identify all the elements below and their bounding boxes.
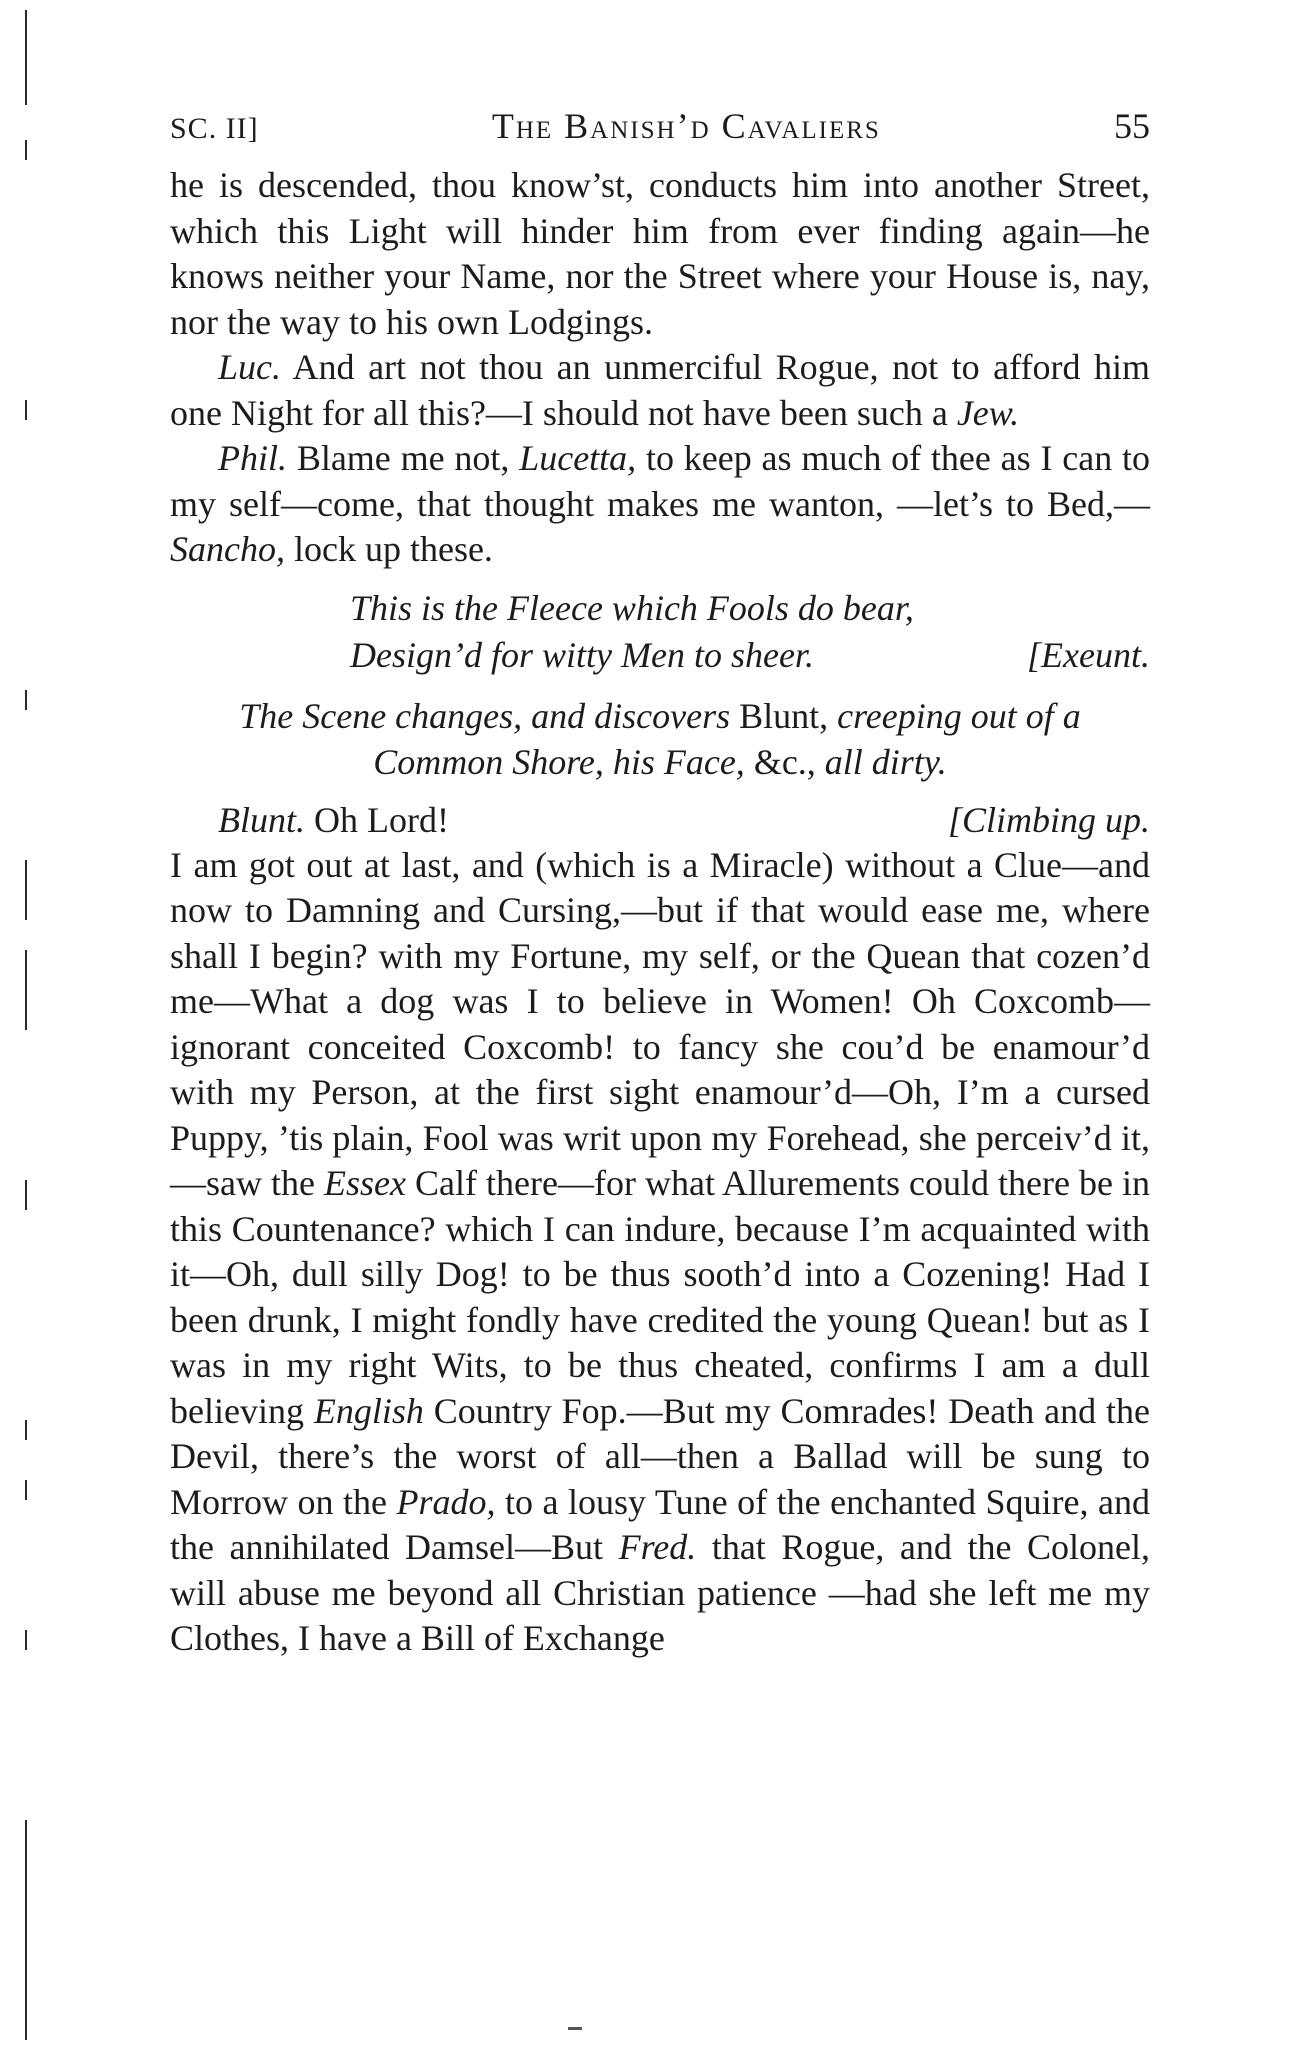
body-text [170,163,1150,1662]
gutter-mark [25,1420,27,1440]
paragraph-text: that Rogue, and the Colonel, will abuse me beyond all Christian patience —had she left me my Clothes, I have a Bill of Exchange [170,1527,1150,1658]
italic-word: Lucetta, [519,438,637,478]
italic-word: Fred. [618,1527,697,1567]
paragraph-text: to keep as much of thee as I can to my self—come, that thought makes me wanton, —let’s to Bed,— [170,438,1151,524]
book-page [170,105,1150,1662]
book-title: The Banish’d Cavaliers [491,106,881,146]
gutter-mark [25,10,27,105]
running-head [170,105,1150,163]
character-name: Blunt, [739,695,829,736]
italic-word: Sancho, [170,529,285,569]
verse-line: Design’d for witty Men to sheer. [350,634,814,675]
exit-direction: [Exeunt. [1027,634,1150,675]
stage-text: all dirty. [824,741,947,782]
blunt-speech-head [170,797,1150,843]
paragraph-continued [170,163,1150,345]
verse-couplet [350,585,1150,679]
paragraph-text: to a lousy Tune of the enchanted Squire, and the annihilated Damsel—But [170,1481,1151,1567]
italic-word: English [313,1390,424,1431]
paragraph-text: Calf there—for what Allurements could there be in this Countenance? which I can indure, because I’m acquainted with it—Oh, dull silly Dog! to be thus sooth’d into a Cozening! Had I been drunk, I might fondly have credited the young Quean! but as I was in my right Wits, to be thus cheated, confirms I am a dull believing [170,1163,1151,1431]
stage-text: creeping out of a Common Shore, his Face, [373,695,1081,782]
paragraph-text: he is descended, thou know’st, conducts him into another Street, which this Light will hinder him from ever finding again—he knows neither your Name, nor the Street where your House is, nay, nor the way to his own Lodgings. [170,165,1150,342]
gutter-mark [25,950,27,1030]
gutter-mark [25,140,27,160]
italic-word: Prado, [396,1481,496,1522]
scene-marker: SC. II] [170,112,259,145]
gutter-mark [25,1820,27,2040]
exclamation: Oh Lord! [314,799,449,840]
paragraph-text: Blame me not, [296,438,510,478]
paragraph-lucetta [170,345,1150,436]
stage-text-plain: &c., [753,741,816,782]
gutter-mark [25,400,27,420]
speaker-name: Blunt. [218,799,305,840]
paragraph-text: And art not thou an unmerciful Rogue, not to afford him one Night for all this?—I should not have been such a [170,347,1150,433]
gutter-mark [25,1480,27,1500]
gutter-mark [25,860,27,920]
verse-line-with-exit [350,632,1150,679]
gutter-mark [25,1180,27,1210]
paragraph-philip [170,436,1150,573]
gutter-mark [25,1630,27,1650]
stage-direction [170,693,1150,785]
italic-word: Jew. [956,392,1020,433]
stage-text: The Scene changes, and discovers [239,695,731,736]
action-direction: [Climbing up. [947,799,1150,840]
paragraph-text: I am got out at last, and (which is a Miracle) without a Clue—and now to Damning and Cursing,—but if that would ease me, where shall I begin? with my Fortune, my self, or the Quean that cozen’d me—What a dog was I to believe in Women! Oh Coxcomb—ignorant conceited Coxcomb! to fancy she cou’d be enamour’d with my Person, at the first sight enamour’d—Oh, I’m a cursed Puppy, ’tis plain, Fool was writ upon my Forehead, she perceiv’d it, —saw the [170,844,1150,1203]
paragraph-text: lock up these. [293,529,493,569]
paragraph-blunt [170,843,1150,1662]
italic-word: Essex [324,1163,406,1203]
bottom-dash [568,2027,582,2030]
paragraph-text: Country Fop.—But my Comrades! Death and the Devil, there’s the worst of all—then a Ballad will be sung to Morrow on the [170,1390,1150,1522]
speaker-name: Luc. [218,347,281,387]
verse-line: This is the Fleece which Fools do bear, [350,587,914,628]
speaker-name: Phil. [218,438,287,478]
page-number: 55 [1113,106,1150,146]
gutter-mark [25,690,27,710]
